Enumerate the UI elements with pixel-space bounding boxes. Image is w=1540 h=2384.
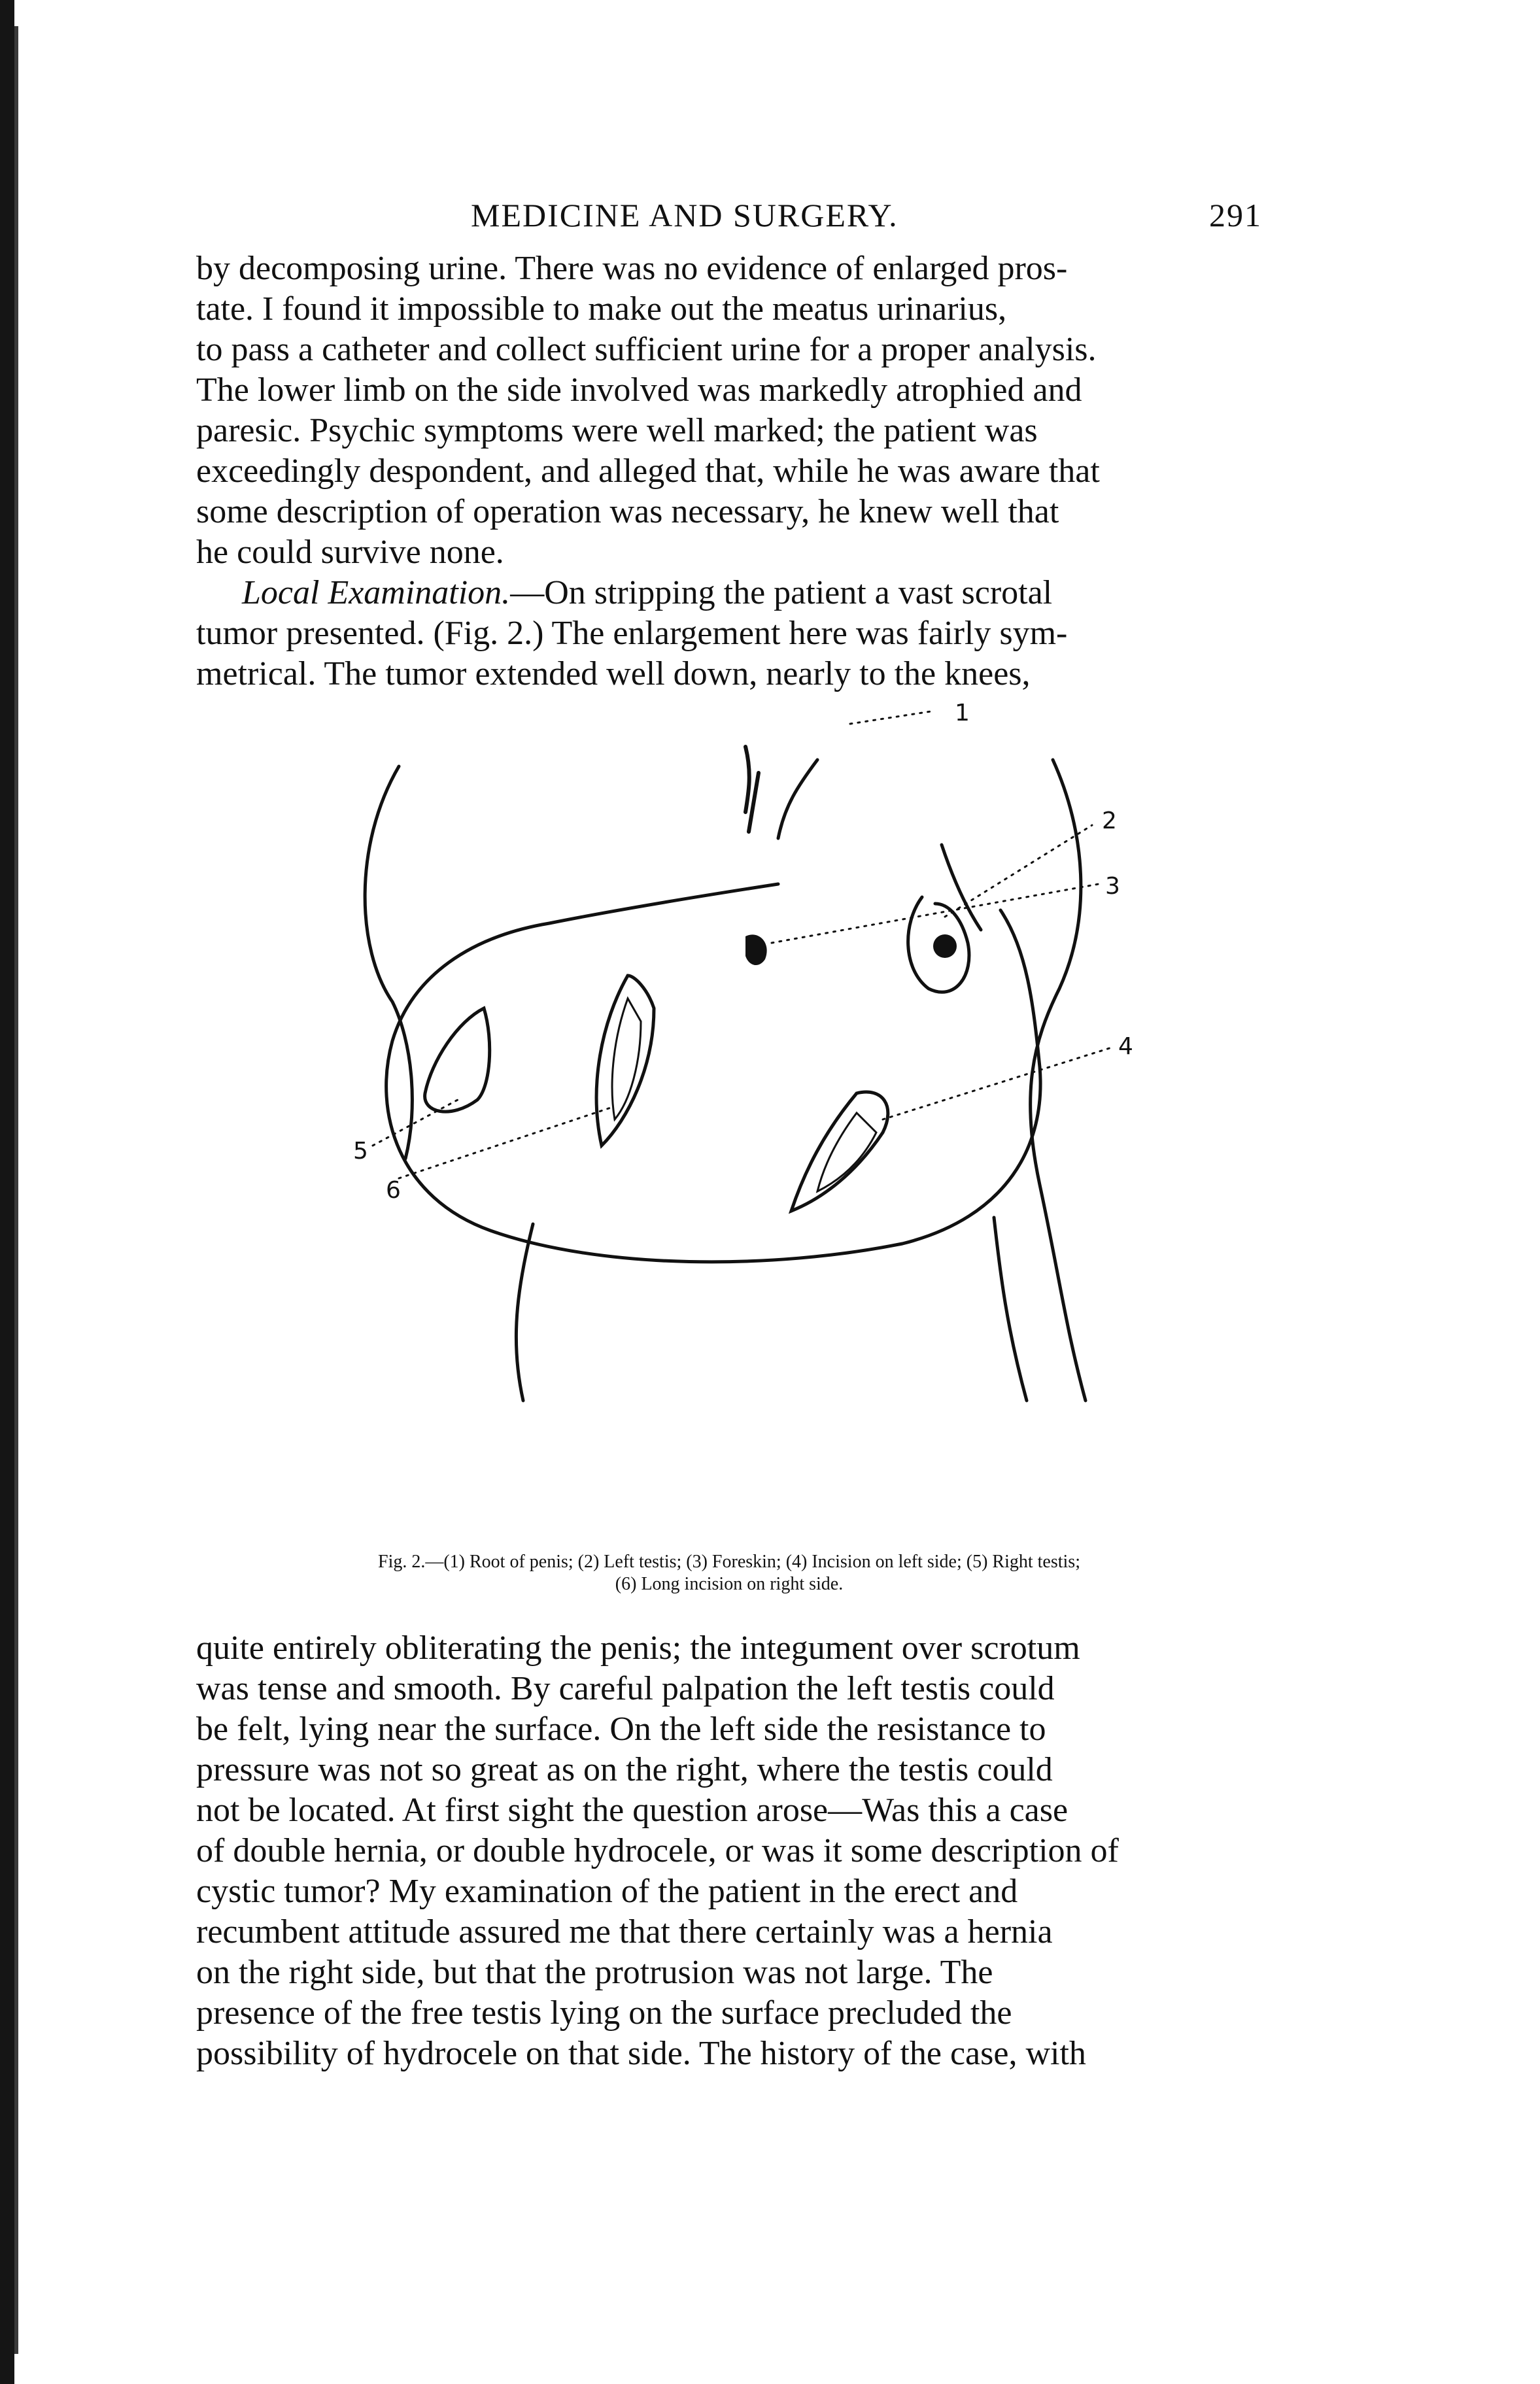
figure-label-5: 5 (353, 1138, 368, 1165)
text-line: tate. I found it impossible to make out the meatus urinarius, (196, 290, 1007, 328)
right-body-outline (1031, 760, 1086, 1401)
tumor-crease (942, 845, 981, 930)
paragraph-local-examination (196, 573, 1262, 694)
leader-line-5 (373, 1100, 458, 1146)
text-line: some description of operation was necessary, he knew well that (196, 493, 1059, 530)
caption-line: Fig. 2.—(1) Root of penis; (2) Left testis; (3) Foreskin; (4) Incision on left side; (5) Right testis; (378, 1552, 1080, 1572)
running-head (196, 196, 1262, 248)
right-testis (425, 1008, 490, 1112)
text-line (196, 573, 1262, 613)
text-line: he could survive none. (196, 534, 504, 571)
text-line: paresic. Psychic symptoms were well marked; the patient was (196, 412, 1038, 449)
text-line: tumor presented. (Fig. 2.) The enlargement here was fairly sym- (196, 615, 1068, 652)
page-number: 291 (1209, 197, 1262, 233)
text-line: by decomposing urine. There was no evidence of enlarged pros- (196, 250, 1068, 287)
text-line: of double hernia, or double hydrocele, or was it some description of (196, 1832, 1119, 1869)
text-line: possibility of hydrocele on that side. The history of the case, with (196, 2035, 1086, 2072)
text-line: presence of the free testis lying on the surface precluded the (196, 1994, 1012, 2032)
running-title: MEDICINE AND SURGERY. (471, 197, 898, 233)
binding-edge (0, 0, 14, 2384)
page (196, 196, 1262, 2074)
left-body-outline (365, 766, 412, 1159)
text-line: on the right side, but that the protrusion was not large. The (196, 1954, 993, 1991)
text-line: The lower limb on the side involved was markedly atrophied and (196, 371, 1082, 409)
figure-label-6: 6 (386, 1177, 401, 1204)
text-line: exceedingly despondent, and alleged that, while he was aware that (196, 452, 1100, 490)
figure-label-1: 1 (955, 701, 970, 726)
text-line: be felt, lying near the surface. On the left side the resistance to (196, 1711, 1046, 1748)
right-incision (596, 976, 654, 1146)
left-thigh-outline (516, 1224, 533, 1401)
figure-drawing (196, 701, 1262, 1538)
figure-label-2: 2 (1102, 808, 1117, 834)
leader-line-3 (772, 884, 1099, 943)
text-line: cystic tumor? My examination of the patient in the erect and (196, 1873, 1018, 1910)
root-of-penis (745, 747, 759, 832)
section-heading: Local Examination. (242, 574, 511, 611)
text-line: quite entirely obliterating the penis; the integument over scrotum (196, 1629, 1080, 1667)
paragraph-continued-after-figure (196, 1628, 1262, 2074)
text-run: —On stripping the patient a vast scrotal (510, 574, 1053, 611)
pubic-line (778, 760, 817, 838)
text-line: metrical. The tumor extended well down, nearly to the knees, (196, 655, 1031, 692)
figure-label-3: 3 (1105, 873, 1120, 900)
text-line: recumbent attitude assured me that there certainly was a hernia (196, 1913, 1053, 1950)
right-incision-inner (612, 998, 641, 1119)
navel-mark (745, 934, 767, 965)
text-line: was tense and smooth. By careful palpation the left testis could (196, 1670, 1055, 1707)
caption-line: (6) Long incision on right side. (615, 1574, 844, 1594)
leader-line-2 (945, 825, 1092, 917)
figure-caption (196, 1551, 1262, 1595)
paragraph-continued (196, 248, 1262, 573)
figure-label-4: 4 (1118, 1033, 1133, 1060)
left-testis (933, 934, 957, 958)
left-incision (791, 1092, 888, 1211)
text-line: pressure was not so great as on the right, where the testis could (196, 1751, 1053, 1788)
leader-line-1 (850, 711, 935, 724)
leader-line-6 (399, 1106, 615, 1178)
right-thigh-outline (994, 1218, 1027, 1401)
leader-line-4 (883, 1047, 1112, 1119)
binding-shadow (14, 26, 18, 2354)
text-line: to pass a catheter and collect sufficient urine for a proper analysis. (196, 331, 1097, 368)
text-line: not be located. At first sight the question arose—Was this a case (196, 1792, 1069, 1829)
figure-2 (196, 701, 1262, 1538)
